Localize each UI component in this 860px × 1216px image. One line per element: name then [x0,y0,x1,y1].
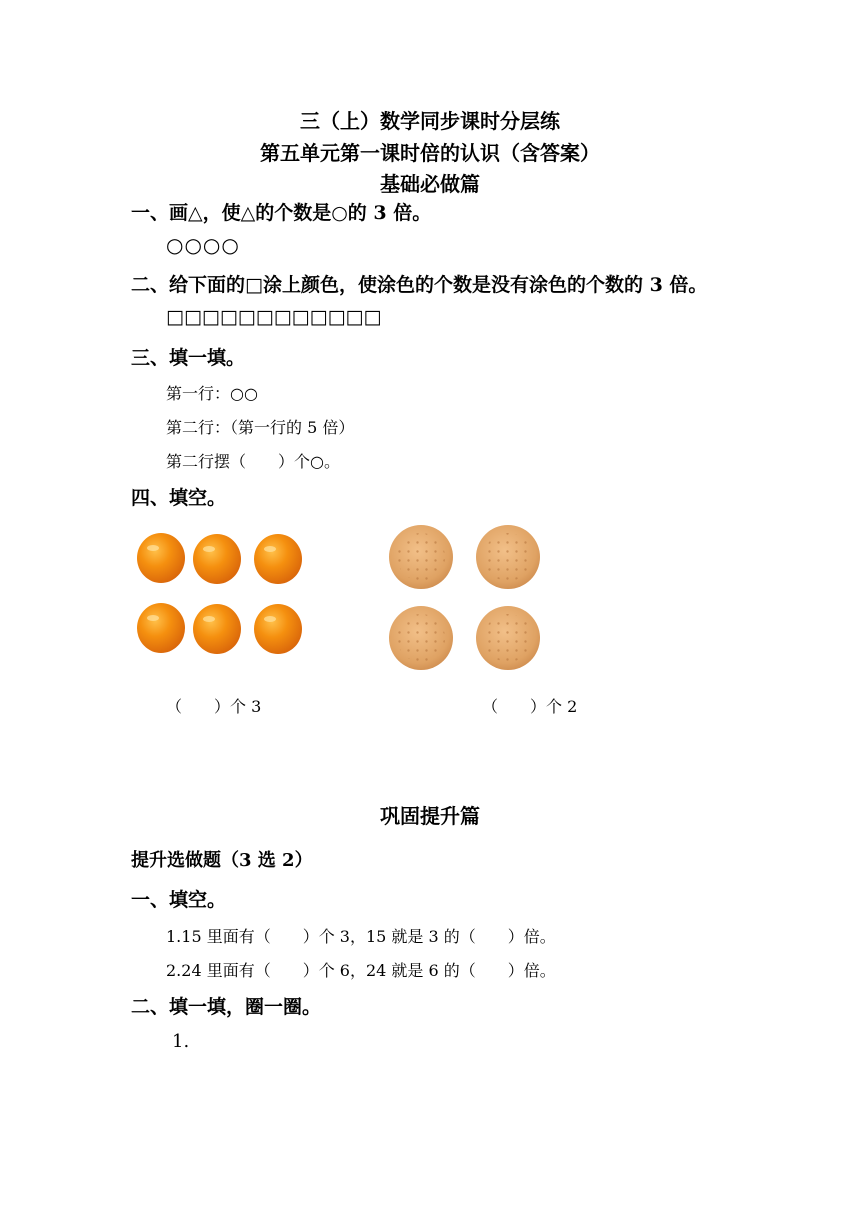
doc-title: 三（上）数学同步课时分层练 [300,109,560,133]
row-3-text: 第二行摆（ ）个○。 [166,452,340,471]
orange-icon [193,604,241,654]
oranges-illustration [128,524,318,664]
biscuit-icon [476,525,540,589]
orange-icon [254,604,302,654]
doc-subtitle: 第五单元第一课时倍的认识（含答案） [260,141,600,165]
circles-figure: ○○○○ [166,233,240,257]
question-1-heading: 一、画△，使△的个数是○的 3 倍。 [131,202,432,224]
row-2-text: 第二行：（第一行的 5 倍） [166,418,355,437]
row-1-text: 第一行：○○ [166,384,258,403]
advanced-subtitle: 提升选做题（3 选 2） [131,850,313,871]
orange-icon [193,534,241,584]
oranges-caption: （ ）个 3 [166,697,262,716]
advanced-question-2-item-1: 1. [172,1031,190,1052]
squares-figure: □□□□□□□□□□□□ [166,306,382,328]
orange-icon [137,533,185,583]
question-2-heading: 二、给下面的□涂上颜色，使涂色的个数是没有涂色的个数的 3 倍。 [131,274,708,296]
orange-icon [254,534,302,584]
biscuit-icon [389,525,453,589]
biscuit-icon [389,606,453,670]
advanced-question-1-item-2: 2.24 里面有（ ）个 6，24 就是 6 的（ ）倍。 [166,961,556,980]
advanced-question-2-heading: 二、填一填，圈一圈。 [131,996,322,1018]
orange-icon [137,603,185,653]
biscuit-icon [476,606,540,670]
question-3-heading: 三、填一填。 [131,347,246,369]
biscuits-illustration [386,520,546,676]
advanced-question-1-heading: 一、填空。 [131,889,227,911]
biscuits-caption: （ ）个 2 [482,697,578,716]
section-title-basic: 基础必做篇 [380,172,480,196]
advanced-question-1-item-1: 1.15 里面有（ ）个 3，15 就是 3 的（ ）倍。 [166,927,556,946]
question-4-heading: 四、填空。 [131,487,227,509]
section-title-advanced: 巩固提升篇 [380,804,480,828]
